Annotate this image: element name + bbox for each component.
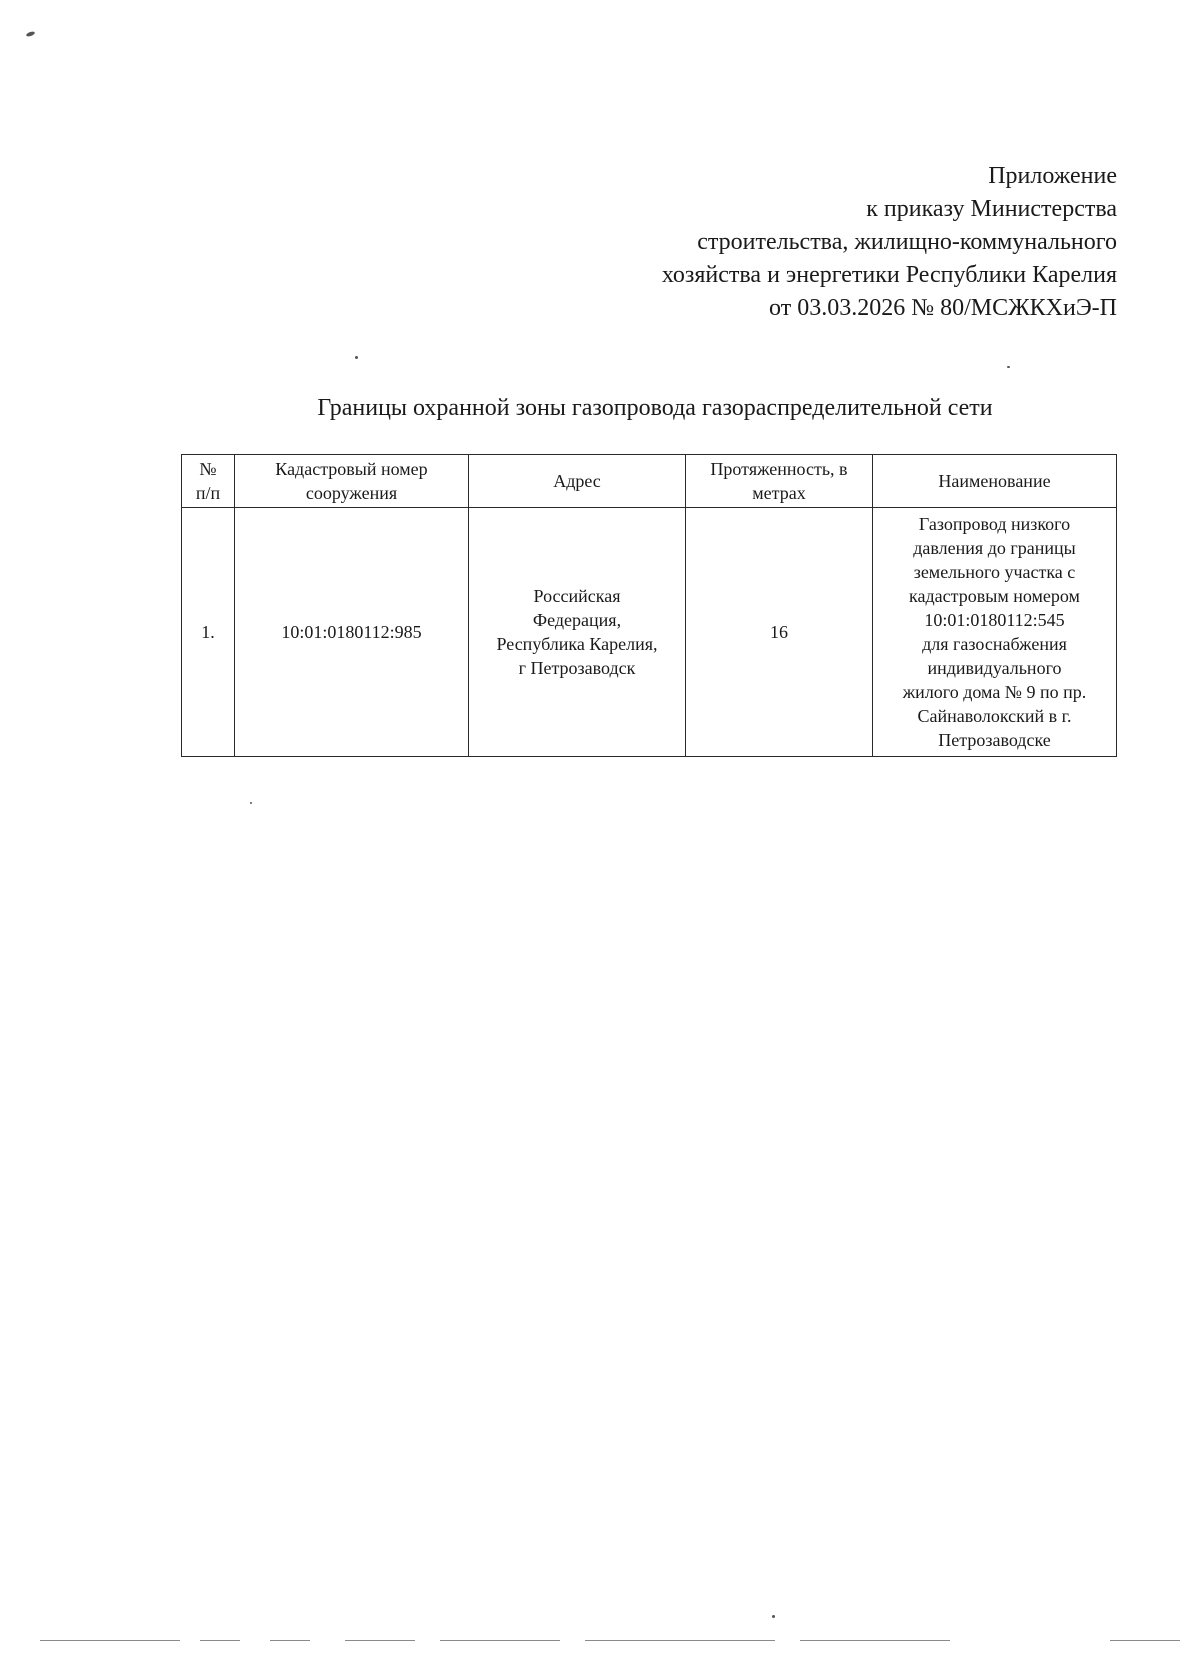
- scan-edge-line: [440, 1640, 560, 1641]
- ministry-name-line-2: хозяйства и энергетики Республики Карелия: [661, 262, 1117, 288]
- cell-number: 1.: [182, 508, 235, 757]
- document-title: Границы охранной зоны газопровода газораспределительной сети: [317, 395, 993, 421]
- protection-zone-table: [181, 454, 1117, 757]
- cell-name: Газопровод низкого давления до границы земельного участка с кадастровым номером 10:01:0180112:545 для газоснабжения индивидуального жилого дома № 9 по пр. Сайнаволокский в г. Петрозаводске: [873, 508, 1117, 757]
- scan-speck: [772, 1615, 775, 1618]
- order-date-number: от 03.03.2026 № 80/МСЖКХиЭ-П: [769, 295, 1117, 321]
- cell-length: 16: [686, 508, 873, 757]
- column-header-length: Протяженность, в метрах: [686, 455, 873, 508]
- scan-edge-line: [200, 1640, 240, 1641]
- scan-edge-line: [270, 1640, 310, 1641]
- order-reference-line: к приказу Министерства: [866, 196, 1117, 222]
- ministry-name-line-1: строительства, жилищно-коммунального: [697, 229, 1117, 255]
- table-row: [182, 508, 1117, 757]
- scan-speck: [355, 356, 358, 359]
- column-header-address: Адрес: [469, 455, 686, 508]
- scan-speck: [250, 802, 252, 804]
- scan-speck: [1007, 366, 1010, 368]
- column-header-number: № п/п: [182, 455, 235, 508]
- column-header-cadastral-number: Кадастровый номер сооружения: [235, 455, 469, 508]
- appendix-header: [662, 160, 1117, 325]
- cell-cadastral-number: 10:01:0180112:985: [235, 508, 469, 757]
- appendix-line: Приложение: [988, 163, 1117, 189]
- scan-edge-line: [1110, 1640, 1180, 1641]
- table-header-row: [182, 455, 1117, 508]
- scan-edge-line: [345, 1640, 415, 1641]
- column-header-name: Наименование: [873, 455, 1117, 508]
- scan-speck: [26, 31, 36, 38]
- scan-edge-line: [585, 1640, 775, 1641]
- cell-address: Российская Федерация, Республика Карелия, г Петрозаводск: [469, 508, 686, 757]
- scan-edge-line: [800, 1640, 950, 1641]
- scan-edge-line: [40, 1640, 180, 1641]
